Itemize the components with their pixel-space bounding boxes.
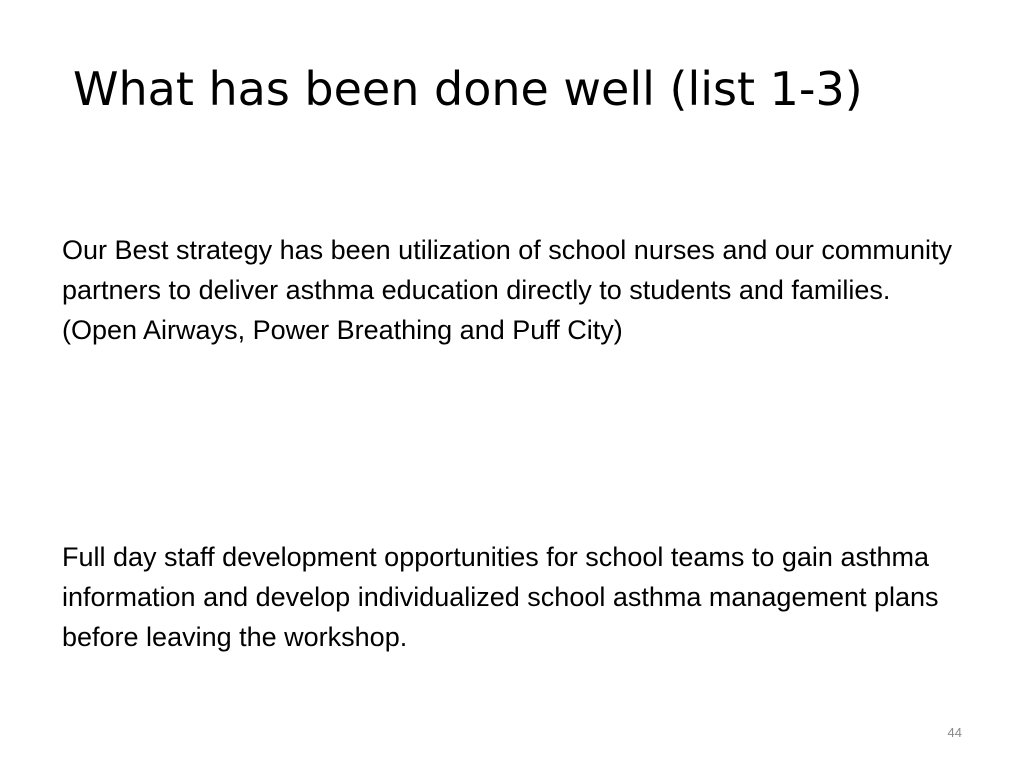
slide-title: What has been done well (list 1-3) <box>73 62 863 116</box>
page-number: 44 <box>947 725 962 740</box>
body-paragraph-2: Full day staff development opportunities for school teams to gain asthma information and develop individualized school asthma management plans before leaving the workshop. <box>62 542 939 652</box>
body-paragraph-1: Our Best strategy has been utilization of school nurses and our community partners to deliver asthma education directly to students and families. (Open Airways, Power Breathing and Puff City) <box>62 235 952 345</box>
